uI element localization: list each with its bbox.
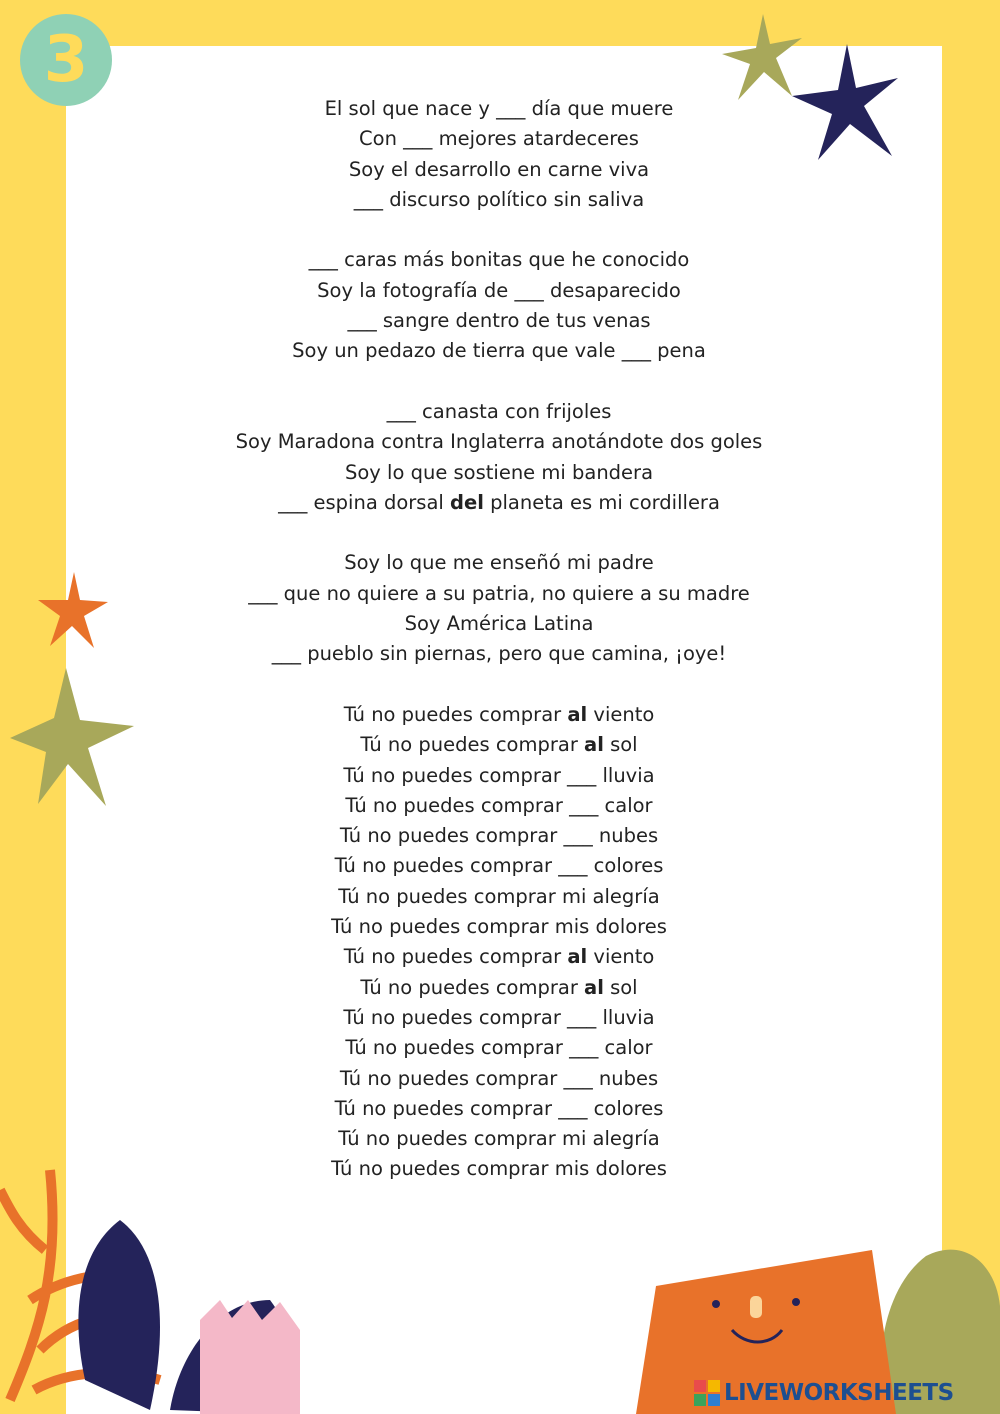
stanza-gap xyxy=(66,670,932,700)
lyric-line xyxy=(66,791,932,821)
lyric-segment: Con ___ mejores atardeceres xyxy=(359,127,639,151)
lyric-segment: Tú no puedes comprar mis dolores xyxy=(331,1157,667,1181)
lyric-line xyxy=(66,1154,932,1184)
lyric-segment: Soy la fotografía de ___ desaparecido xyxy=(317,278,681,302)
lyric-line xyxy=(66,912,932,942)
lyric-line xyxy=(66,458,932,488)
bold-word: del xyxy=(450,490,484,514)
lyric-segment: Soy América Latina xyxy=(404,612,594,636)
lyric-segment: ___ pueblo sin piernas, pero que camina, ¡oye! xyxy=(271,642,727,666)
lyric-line xyxy=(66,579,932,609)
lyric-line xyxy=(66,730,932,760)
stanza-gap xyxy=(66,518,932,548)
lyric-segment: sol xyxy=(603,975,638,999)
lyric-line xyxy=(66,1124,932,1154)
lyric-segment: Tú no puedes comprar ___ calor xyxy=(345,1036,653,1060)
lyric-segment: Tú no puedes comprar mis dolores xyxy=(331,915,667,939)
lyric-line xyxy=(66,942,932,972)
lyric-line xyxy=(66,94,932,124)
bold-word: al xyxy=(567,702,588,726)
lyric-line xyxy=(66,155,932,185)
lyric-segment: Tú no puedes comprar ___ nubes xyxy=(339,824,659,848)
lyric-segment: Tú no puedes comprar mi alegría xyxy=(338,1127,660,1151)
bold-word: al xyxy=(567,945,588,969)
lyric-segment: Tú no puedes comprar xyxy=(343,702,568,726)
lyric-segment: Tú no puedes comprar xyxy=(343,945,568,969)
lyric-line xyxy=(66,1064,932,1094)
lyric-segment: sol xyxy=(603,733,638,757)
lyric-line xyxy=(66,548,932,578)
lyric-segment: ___ que no quiere a su patria, no quiere a su madre xyxy=(248,581,750,605)
lyric-segment: El sol que nace y ___ día que muere xyxy=(324,97,674,120)
lyric-segment: Tú no puedes comprar ___ colores xyxy=(334,854,664,878)
lyric-segment: planeta es mi cordillera xyxy=(483,490,720,514)
lyric-segment: ___ espina dorsal xyxy=(278,490,451,514)
song-lyrics xyxy=(66,94,932,1185)
lyric-segment: ___ canasta con frijoles xyxy=(386,399,612,423)
lyric-segment: viento xyxy=(587,945,655,969)
lyric-line xyxy=(66,609,932,639)
liveworksheets-logo-icon xyxy=(694,1380,720,1406)
liveworksheets-watermark xyxy=(694,1376,994,1410)
lyric-segment: Tú no puedes comprar ___ lluvia xyxy=(343,1005,655,1029)
lyric-line xyxy=(66,1003,932,1033)
lyric-line xyxy=(66,821,932,851)
lyric-segment: Soy lo que me enseñó mi padre xyxy=(344,551,654,575)
bold-word: al xyxy=(584,733,604,757)
watermark-text: LIVEWORKSHEETS xyxy=(724,1380,954,1406)
lyric-line xyxy=(66,336,932,366)
lyric-line xyxy=(66,397,932,427)
lyric-line xyxy=(66,488,932,518)
lyric-segment: viento xyxy=(587,702,655,726)
lyric-segment: Tú no puedes comprar xyxy=(360,975,585,999)
lyric-segment: Tú no puedes comprar ___ lluvia xyxy=(343,763,655,787)
bold-word: al xyxy=(584,975,604,999)
lyric-segment: Soy Maradona contra Inglaterra anotándote dos goles xyxy=(235,430,763,454)
stanza-gap xyxy=(66,367,932,397)
lyric-segment: Tú no puedes comprar ___ nubes xyxy=(339,1066,659,1090)
lyric-segment: ___ sangre dentro de tus venas xyxy=(347,309,651,333)
lyric-segment: Tú no puedes comprar ___ colores xyxy=(334,1096,664,1120)
lyric-segment: Soy lo que sostiene mi bandera xyxy=(344,460,654,484)
lyric-line xyxy=(66,882,932,912)
lyric-segment: Soy el desarrollo en carne viva xyxy=(348,157,650,181)
lyric-segment: Tú no puedes comprar mi alegría xyxy=(338,884,660,908)
stanza-gap xyxy=(66,215,932,245)
lyric-line xyxy=(66,973,932,1003)
lyric-segment: ___ caras más bonitas que he conocido xyxy=(308,248,690,272)
lyric-segment: Tú no puedes comprar ___ calor xyxy=(345,793,653,817)
lyric-line xyxy=(66,1094,932,1124)
lyric-line xyxy=(66,245,932,275)
lyric-line xyxy=(66,124,932,154)
lyric-line xyxy=(66,1033,932,1063)
leaf-icon xyxy=(0,1150,360,1414)
lyric-line xyxy=(66,851,932,881)
lyric-line xyxy=(66,427,932,457)
lyric-segment: Tú no puedes comprar xyxy=(360,733,585,757)
page-number: 3 xyxy=(43,23,89,97)
lyric-line xyxy=(66,276,932,306)
lyric-line xyxy=(66,639,932,669)
lyric-line xyxy=(66,306,932,336)
page-number-badge xyxy=(20,14,112,106)
lyric-segment: ___ discurso político sin saliva xyxy=(353,187,645,211)
lyric-line xyxy=(66,185,932,215)
lyric-line xyxy=(66,700,932,730)
lyric-line xyxy=(66,761,932,791)
lyric-segment: Soy un pedazo de tierra que vale ___ pena xyxy=(292,339,706,363)
